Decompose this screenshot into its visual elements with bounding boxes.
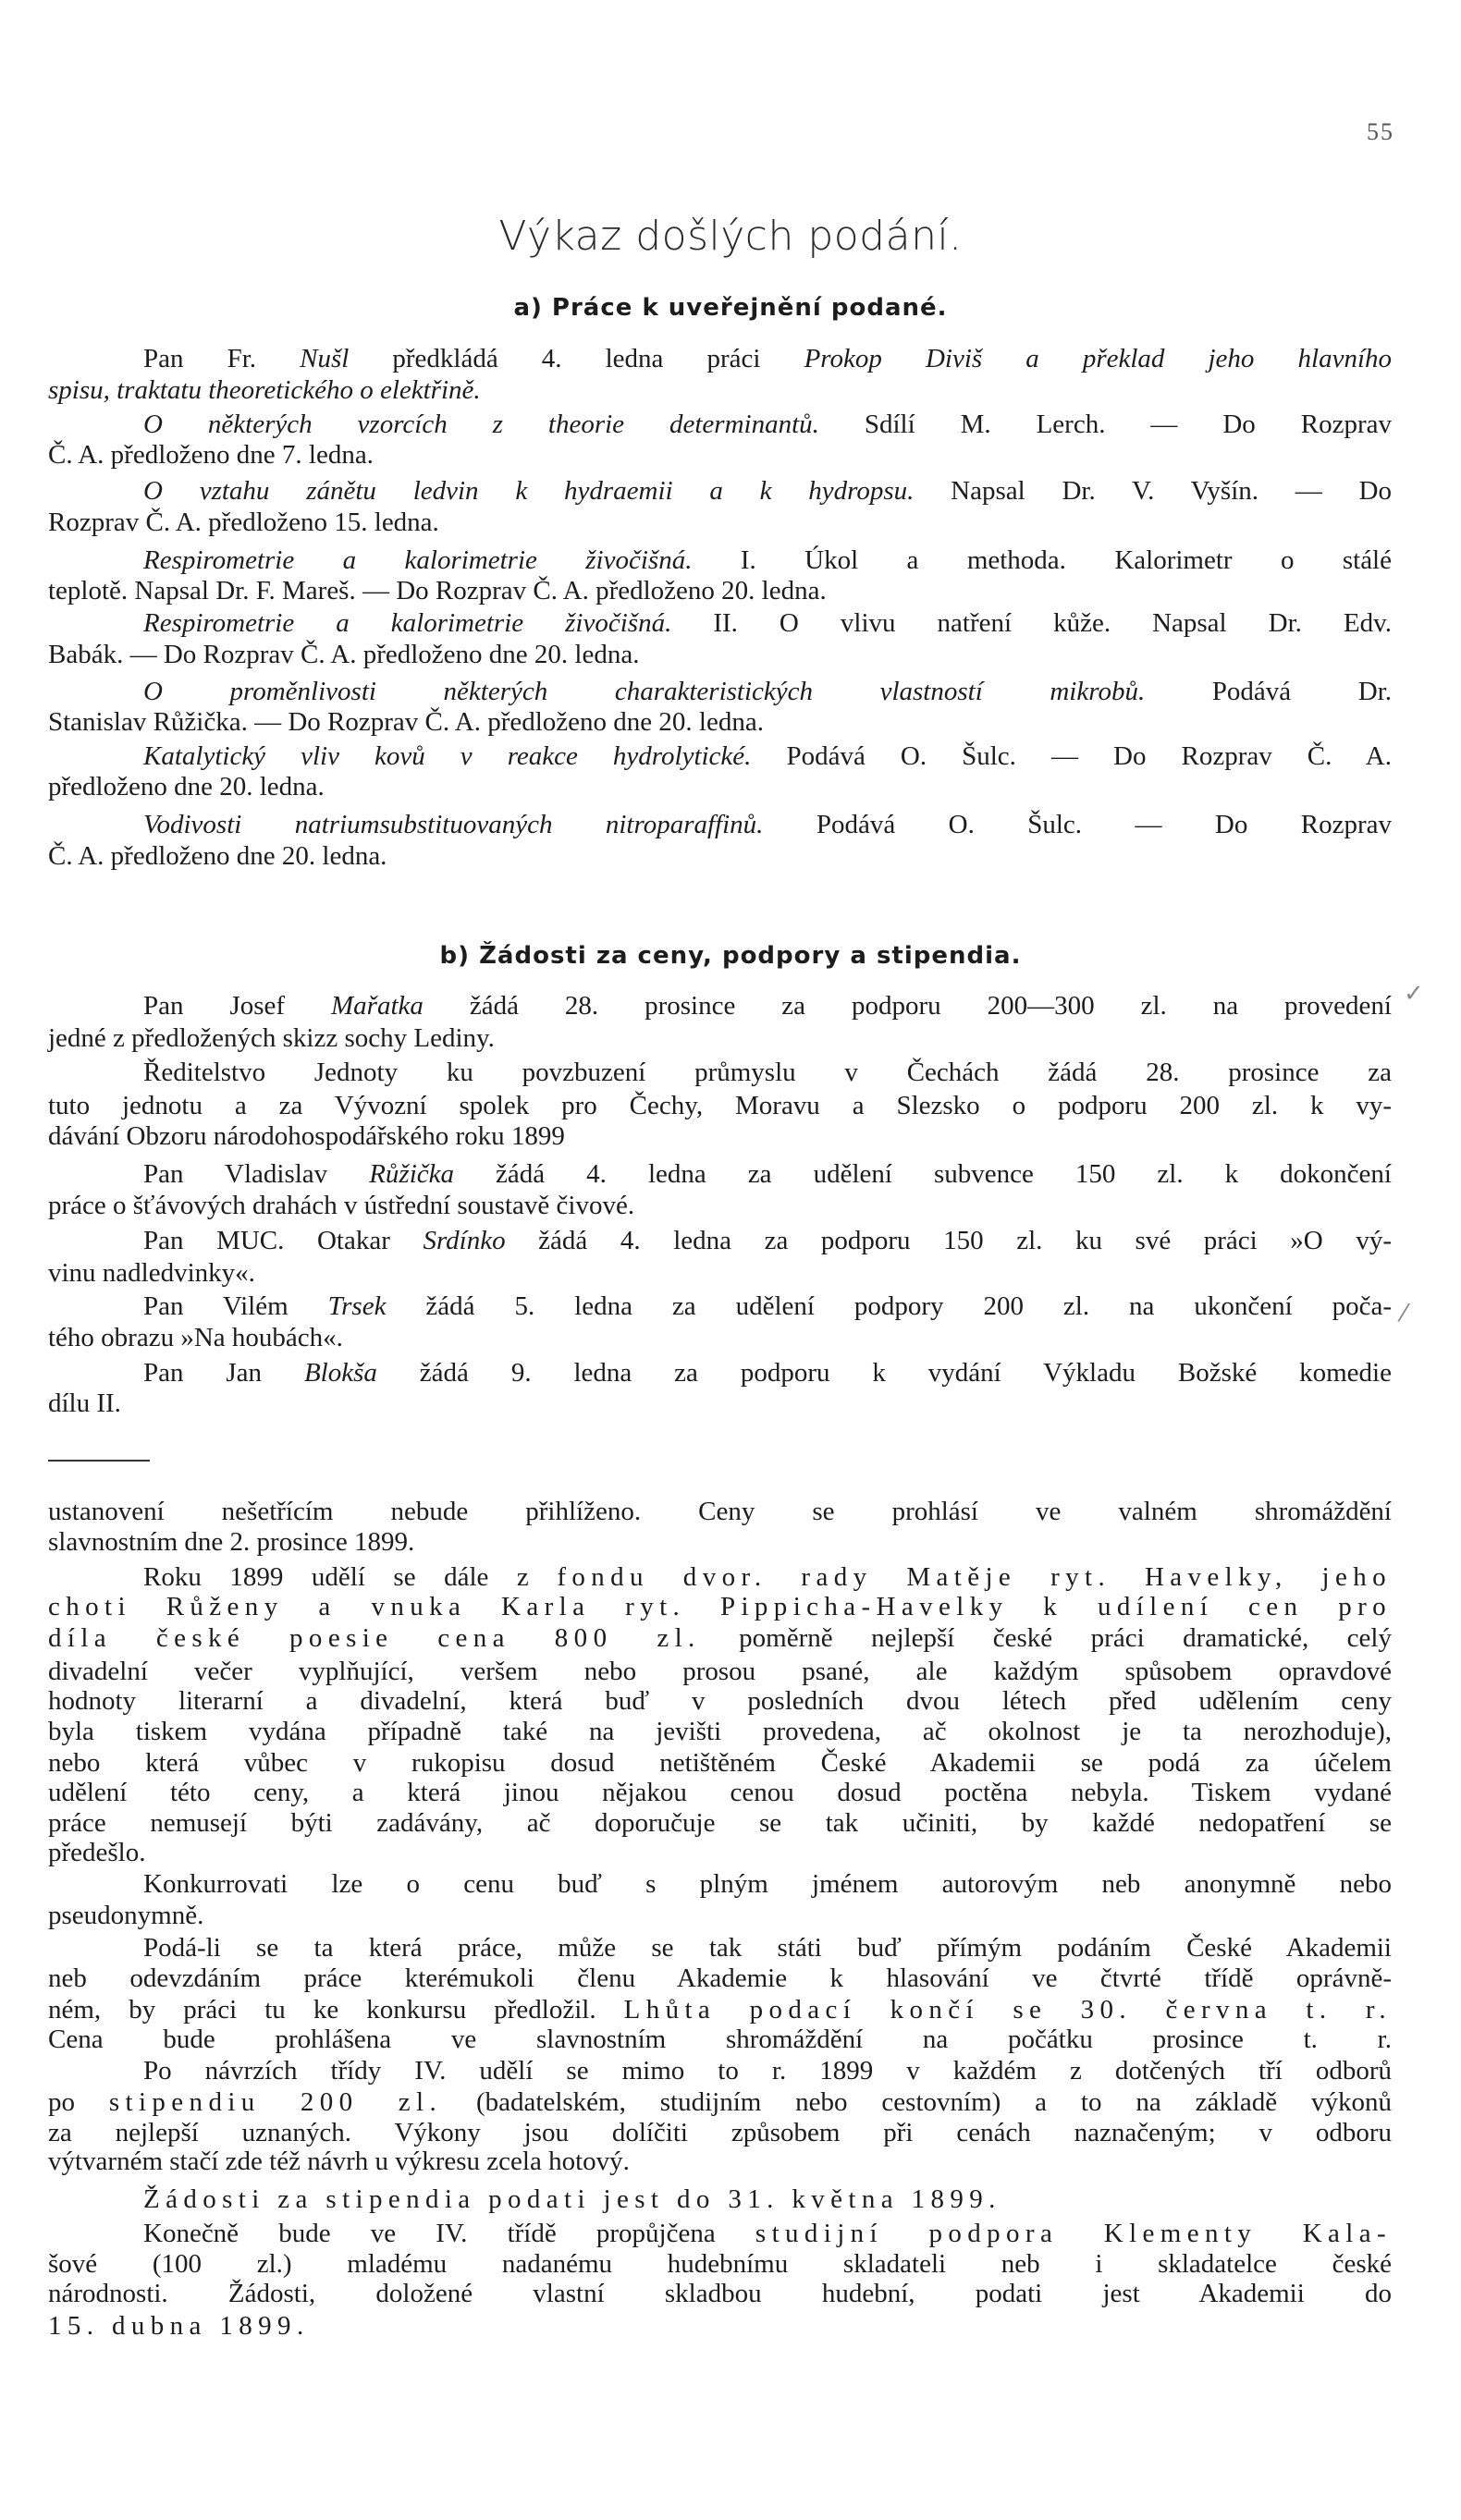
footer-text-line bbox=[0, 1806, 1461, 1840]
page-number: 55 bbox=[1367, 118, 1394, 145]
footer-text-line bbox=[0, 1525, 1461, 1559]
text-run: Č. A. předloženo dne 20. ledna. bbox=[48, 841, 387, 871]
section-heading-requests: b) Žádosti za ceny, podpory a stipendia. bbox=[439, 942, 1022, 970]
spaced-emphasis: fondu dvor. rady Matěje ryt. Havelky, jeho bbox=[557, 1562, 1392, 1592]
text-run: Č. A. předloženo dne 7. ledna. bbox=[48, 440, 374, 470]
text-run: I. Úkol a methoda. Kalorimetr o stálé bbox=[692, 545, 1392, 575]
footer-text-line bbox=[0, 1746, 1461, 1780]
text-line bbox=[0, 770, 1461, 803]
text-run: žádá 4. ledna za udělení subvence 150 zl. k dokončení bbox=[454, 1159, 1392, 1189]
text-run: dílu II. bbox=[48, 1388, 121, 1418]
text-run: poměrně nejlepší české práci dramatické, celý bbox=[700, 1623, 1392, 1653]
text-line bbox=[0, 506, 1461, 539]
text-run: slavnostním dne 2. prosince 1899. bbox=[48, 1527, 415, 1557]
text-run: teplotě. Napsal Dr. F. Mareš. — Do Rozprav Č. A. předloženo 20. ledna. bbox=[48, 576, 827, 606]
text-line bbox=[0, 1256, 1461, 1290]
text-line bbox=[0, 705, 1461, 739]
text-run: tého obrazu »Na houbách«. bbox=[48, 1323, 343, 1352]
text-run: jedné z předložených skizz sochy Lediny. bbox=[48, 1023, 495, 1053]
text-run: Podává O. Šulc. — Do Rozprav bbox=[763, 810, 1392, 839]
text-line bbox=[0, 1321, 1461, 1354]
text-run: žádá 4. ledna za podporu 150 zl. ku své práci »O vý- bbox=[505, 1226, 1392, 1255]
text-run: Podává O. Šulc. — Do Rozprav Č. A. bbox=[751, 741, 1392, 771]
text-run: práce o šťávových drahách v ústřední soustavě čivové. bbox=[48, 1191, 635, 1220]
italic-title: Katalytický vliv kovů v reakce hydrolytické. bbox=[143, 741, 752, 771]
spaced-emphasis: díla české poesie cena 800 zl. bbox=[48, 1623, 701, 1653]
text-line bbox=[0, 989, 1461, 1022]
text-line bbox=[0, 1056, 1461, 1089]
text-run: Podá-li se ta která práce, může se tak státi buď přímým podáním České Akademii bbox=[143, 1933, 1392, 1963]
spaced-emphasis: Žádosti za stipendia podati jest do 31. května 1899. bbox=[143, 2184, 1001, 2214]
footer-text-line bbox=[0, 1655, 1461, 1688]
text-run: Ředitelstvo Jednoty ku povzbuzení průmyslu v Čechách žádá 28. prosince za bbox=[143, 1058, 1392, 1087]
page-title: Výkaz došlých podání. bbox=[498, 213, 963, 260]
text-line bbox=[0, 675, 1461, 708]
text-run: Pan Fr. bbox=[143, 344, 301, 373]
italic-title: Respirometrie a kalorimetrie živočišná. bbox=[143, 608, 672, 638]
text-line bbox=[0, 1356, 1461, 1389]
footer-text-line bbox=[0, 1899, 1461, 1932]
text-line bbox=[0, 544, 1461, 577]
text-line bbox=[0, 1290, 1461, 1323]
text-line bbox=[0, 474, 1461, 508]
text-line bbox=[0, 606, 1461, 640]
text-line bbox=[0, 638, 1461, 671]
footer-text-line bbox=[0, 2183, 1461, 2216]
italic-title: Srdínko bbox=[423, 1226, 506, 1255]
italic-title: Mařatka bbox=[331, 991, 424, 1021]
footer-text-line bbox=[0, 2145, 1461, 2178]
section-heading-submissions: a) Práce k uveřejnění podané. bbox=[513, 294, 948, 322]
footer-text-line bbox=[0, 2217, 1461, 2250]
italic-title: Prokop Diviš a překlad jeho hlavního bbox=[804, 344, 1392, 373]
text-run: Podává Dr. bbox=[1145, 677, 1393, 706]
italic-title: O vztahu zánětu ledvin k hydraemii a k hydropsu. bbox=[143, 476, 915, 506]
text-run: žádá 9. ledna za podporu k vydání Výkladu Božské komedie bbox=[376, 1358, 1392, 1388]
italic-title: Respirometrie a kalorimetrie živočišná. bbox=[143, 545, 693, 575]
text-line bbox=[0, 740, 1461, 773]
spaced-emphasis: choti Růženy a vnuka Karla ryt. Pippicha-Havelky k udílení cen pro bbox=[48, 1592, 1392, 1621]
footer-text-line bbox=[0, 1684, 1461, 1718]
text-run: předešlo. bbox=[48, 1838, 146, 1867]
footer-text-line bbox=[0, 2277, 1461, 2310]
text-run: neb odevzdáním práce kterémukoli členu Akademie k hlasování ve čtvrté třídě oprávně- bbox=[48, 1963, 1392, 1993]
text-run: Po návrzích třídy IV. udělí se mimo to r. 1899 v každém z dotčených tří odborů bbox=[143, 2056, 1392, 2086]
margin-check-mark: ✓ bbox=[1404, 980, 1424, 1008]
italic-title: spisu, traktatu theoretického o elektřině. bbox=[48, 375, 481, 405]
text-run: Cena bude prohlášena ve slavnostním shromáždění na počátku prosince t. r. bbox=[48, 2025, 1392, 2054]
italic-title: Růžička bbox=[369, 1159, 454, 1189]
text-line bbox=[0, 574, 1461, 607]
footer-text-line bbox=[0, 1993, 1461, 2026]
footer-text-line bbox=[0, 2247, 1461, 2281]
italic-title: Trsek bbox=[327, 1291, 387, 1321]
footer-text-line bbox=[0, 1590, 1461, 1623]
footer-text-line bbox=[0, 1776, 1461, 1809]
margin-pencil-mark: ⁄ bbox=[1402, 1300, 1406, 1327]
text-run: II. O vlivu natření kůže. Napsal Dr. Edv. bbox=[671, 608, 1392, 638]
text-line bbox=[0, 1089, 1461, 1122]
text-run: Konkurrovati lze o cenu buď s plným jménem autorovým neb anonymně nebo bbox=[143, 1869, 1392, 1899]
text-line bbox=[0, 1157, 1461, 1191]
italic-title: Nušl bbox=[300, 344, 350, 373]
text-run: ném, by práci tu ke konkursu předložil. bbox=[48, 1995, 624, 2025]
text-run: žádá 5. ledna za udělení podpory 200 zl. na ukončení poča- bbox=[386, 1291, 1392, 1321]
spaced-emphasis: 15. dubna 1899. bbox=[48, 2311, 310, 2341]
text-run: tuto jednotu a za Vývozní spolek pro Čechy, Moravu a Slezsko o podporu 200 zl. k vy- bbox=[48, 1091, 1392, 1120]
footnote-rule bbox=[48, 1460, 150, 1462]
text-line bbox=[0, 1387, 1461, 1420]
footer-text-line bbox=[0, 1621, 1461, 1655]
text-run: Pan Vladislav bbox=[143, 1159, 370, 1189]
text-line bbox=[0, 373, 1461, 407]
text-run: Konečně bude ve IV. třídě propůjčena bbox=[143, 2219, 755, 2248]
text-run: výtvarném stačí zde též návrh u výkresu zcela hotový. bbox=[48, 2147, 630, 2176]
footer-text-line bbox=[0, 1715, 1461, 1748]
text-line bbox=[0, 808, 1461, 841]
text-run: Roku 1899 udělí se dále z bbox=[143, 1562, 558, 1592]
italic-title: Vodivosti natriumsubstituovaných nitroparaffinů. bbox=[143, 810, 764, 839]
text-run: Babák. — Do Rozprav Č. A. předloženo dne 20. ledna. bbox=[48, 640, 640, 669]
footer-text-line bbox=[0, 2054, 1461, 2087]
footer-text-line bbox=[0, 2309, 1461, 2343]
footer-text-line bbox=[0, 1962, 1461, 1995]
italic-title: O některých vzorcích z theorie determinantů. bbox=[143, 410, 819, 439]
spaced-emphasis: stipendiu 200 zl. bbox=[108, 2087, 443, 2117]
footer-text-line bbox=[0, 1495, 1461, 1528]
text-run: Pan Josef bbox=[143, 991, 332, 1021]
text-run: žádá 28. prosince za podporu 200—300 zl. na provedení bbox=[423, 991, 1392, 1021]
spaced-emphasis: studijní podpora Klementy Kala- bbox=[755, 2219, 1392, 2248]
italic-title: O proměnlivosti některých charakteristických vlastností mikrobů. bbox=[143, 677, 1146, 706]
text-run: Napsal Dr. V. Vyšín. — Do bbox=[914, 476, 1392, 506]
text-run: předloženo dne 20. ledna. bbox=[48, 772, 325, 801]
text-run: Pan MUC. Otakar bbox=[143, 1226, 424, 1255]
footer-text-line bbox=[0, 2023, 1461, 2056]
text-run: divadelní večer vyplňující, veršem nebo prosou psané, ale každým spůsobem opravdové bbox=[48, 1657, 1392, 1686]
footer-text-line bbox=[0, 1836, 1461, 1869]
text-line bbox=[0, 1119, 1461, 1153]
footer-text-line bbox=[0, 1560, 1461, 1594]
text-line bbox=[0, 1224, 1461, 1257]
text-run: (100 zl.) mladému nadanému hudebnímu skladateli neb i skladatelce české bbox=[97, 2249, 1392, 2279]
text-run: vinu nadledvinky«. bbox=[48, 1258, 255, 1288]
text-run: po bbox=[48, 2087, 109, 2117]
text-run: ustanovení nešetřícím nebude přihlíženo. Ceny se prohlásí ve valném shromáždění bbox=[48, 1497, 1392, 1526]
text-line bbox=[0, 342, 1461, 375]
footer-text-line bbox=[0, 2086, 1461, 2119]
text-run: Pan Vilém bbox=[143, 1291, 328, 1321]
text-run: Rozprav Č. A. předloženo 15. ledna. bbox=[48, 508, 439, 537]
text-line bbox=[0, 1189, 1461, 1222]
footer-text-line bbox=[0, 1931, 1461, 1964]
text-line bbox=[0, 839, 1461, 873]
text-run: pseudonymně. bbox=[48, 1901, 204, 1930]
text-run: hodnoty literarní a divadelní, která buď v posledních dvou létech před udělením ceny bbox=[48, 1686, 1392, 1716]
text-line bbox=[0, 1021, 1461, 1055]
text-run: národnosti. Žádosti, doložené vlastní skladbou hudební, podati jest Akademii do bbox=[48, 2279, 1392, 2308]
text-line bbox=[0, 408, 1461, 441]
spaced-emphasis: Lhůta podací končí se 30. června t. r. bbox=[623, 1995, 1392, 2025]
italic-title: Blokša bbox=[303, 1358, 377, 1388]
text-run: práce nemusejí býti zadávány, ač doporučuje se tak učiniti, by každé nedopatření se bbox=[48, 1808, 1392, 1838]
text-run: předkládá 4. ledna práci bbox=[349, 344, 804, 373]
text-run: (badatelském, studijním nebo cestovním) a to na základě výkonů bbox=[442, 2087, 1393, 2117]
text-run: dávání Obzoru národohospodářského roku 1899 bbox=[48, 1121, 565, 1151]
text-line bbox=[0, 438, 1461, 471]
text-run: za nejlepší uznaných. Výkony jsou dolíčiti způsobem při cenách naznačeným; v odboru bbox=[48, 2118, 1392, 2147]
text-run: Pan Jan bbox=[143, 1358, 304, 1388]
text-run: šové bbox=[48, 2249, 98, 2279]
text-run: Stanislav Růžička. — Do Rozprav Č. A. předloženo dne 20. ledna. bbox=[48, 707, 764, 737]
footer-text-line bbox=[0, 1867, 1461, 1901]
text-run: udělení této ceny, a která jinou nějakou cenou dosud poctěna nebyla. Tiskem vydané bbox=[48, 1778, 1392, 1807]
text-run: Sdílí M. Lerch. — Do Rozprav bbox=[818, 410, 1393, 439]
text-run: byla tiskem vydána případně také na jevišti provedena, ač okolnost je ta nerozhoduje), bbox=[48, 1717, 1392, 1746]
text-run: nebo která vůbec v rukopisu dosud netištěném České Akademii se podá za účelem bbox=[48, 1748, 1392, 1778]
